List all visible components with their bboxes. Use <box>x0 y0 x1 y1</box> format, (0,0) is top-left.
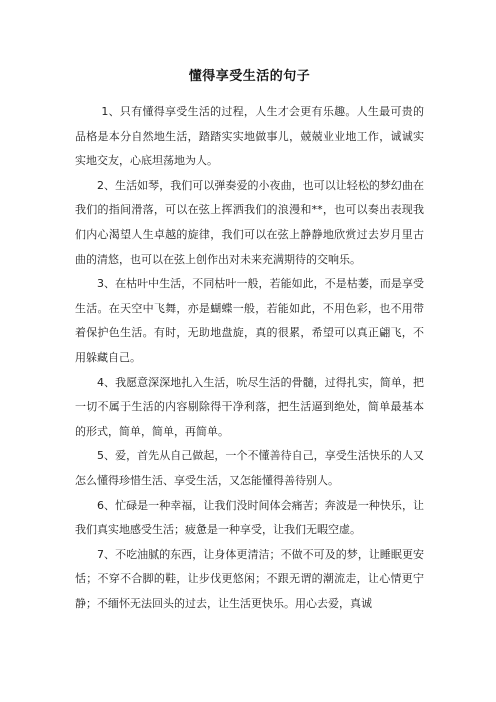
paragraph-1: 1、只有懂得享受生活的过程，人生才会更有乐趣。人生最可贵的品格是本分自然地生活，踏踏实实地做事儿，兢兢业业地工作，诚诚实实地交友，心底坦荡地为人。 <box>75 105 424 168</box>
paragraph-6: 6、忙碌是一种幸福，让我们没时间体会痛苦；奔波是一种快乐，让我们真实地感受生活；疲惫是一种享受，让我们无暇空虚。 <box>75 498 424 537</box>
document-title: 懂得享受生活的句子 <box>188 69 311 84</box>
paragraph-3: 3、在枯叶中生活，不同枯叶一般，若能如此，不是枯萎，而是享受生活。在天空中飞舞，亦是蝴蝶一般，若能如此，不用色彩，也不用带着保护色生活。有时，无助地盘旋，真的很累，希望可以真正翩飞，不用躲藏自己。 <box>75 277 424 364</box>
paragraph-2: 2、生活如琴，我们可以弹奏爱的小夜曲，也可以让轻松的梦幻曲在我们的指间滑落，可以在弦上挥洒我们的浪漫和**，也可以奏出表现我们内心渴望人生卓越的旋律，我们可以在弦上静静地欣赏过去岁月里古曲的清悠，也可以在弦上创作出对未来充满期待的交响乐。 <box>75 178 424 266</box>
paragraph-5: 5、爱，首先从自己做起，一个不懂善待自己，享受生活快乐的人又怎么懂得珍惜生活、享受生活，又怎能懂得善待别人。 <box>75 449 424 487</box>
paragraph-4: 4、我愿意深深地扎入生活，吮尽生活的骨髓，过得扎实，简单，把一切不属于生活的内容剔除得干净利落，把生活逼到绝处，简单最基本的形式，简单，简单，再简单。 <box>75 375 424 438</box>
paragraph-7: 7、不吃油腻的东西，让身体更清洁；不做不可及的梦，让睡眠更安恬；不穿不合脚的鞋，让步伐更悠闲；不跟无谓的潮流走，让心情更宁静；不缅怀无法回头的过去，让生活更快乐。用心去爱，真诚 <box>75 547 424 610</box>
